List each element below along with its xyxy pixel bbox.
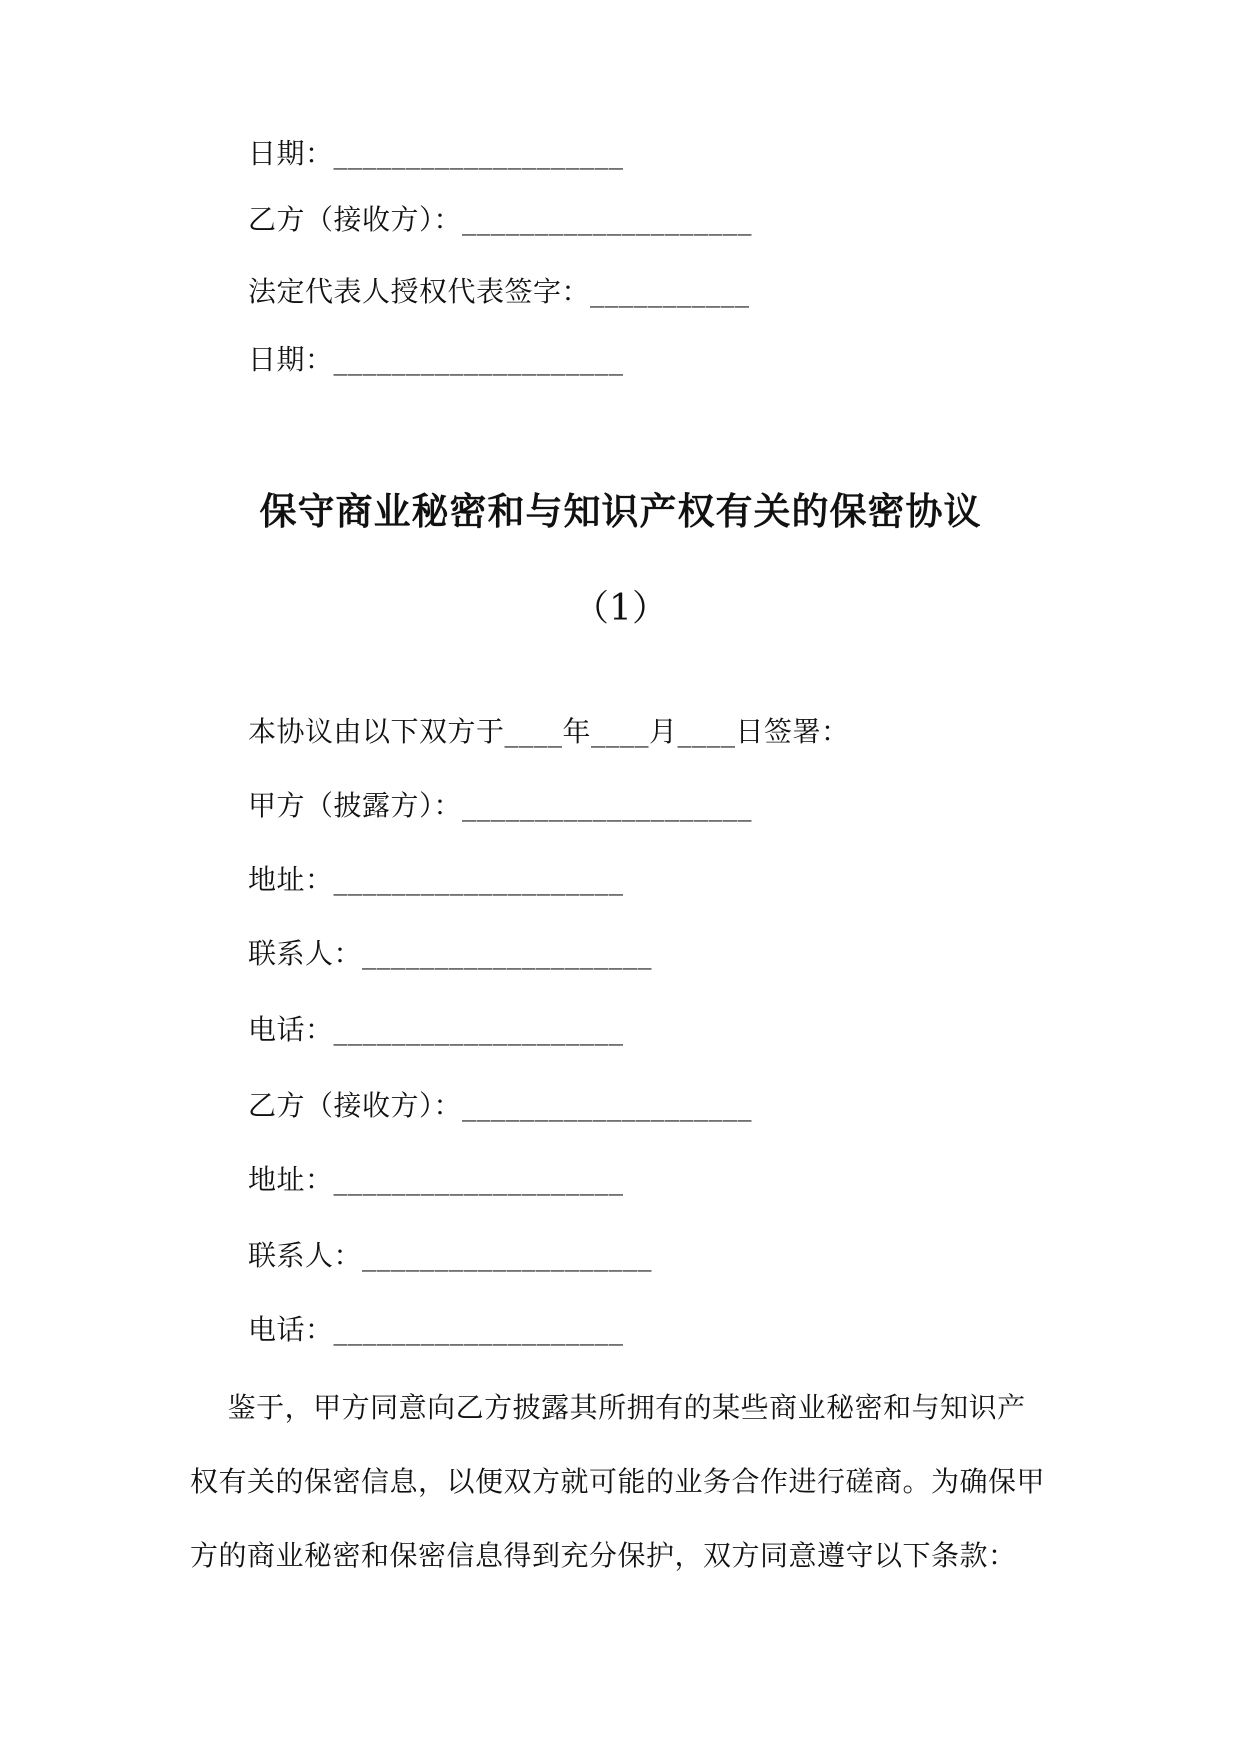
party-b-address-line: 地址：____________________ [248,1163,624,1196]
preamble-line: 鉴于，甲方同意向乙方披露其所拥有的某些商业秘密和与知识产 [190,1391,1026,1424]
legal-rep-signature-line: 法定代表人授权代表签字：___________ [248,275,750,308]
party-a-phone-line: 电话：____________________ [248,1013,624,1046]
party-b-name-line: 乙方（接收方）：____________________ [248,1089,753,1122]
party-a-address-line: 地址：____________________ [248,863,624,896]
party-b-phone-line: 电话：____________________ [248,1313,624,1346]
party-b-contact-line: 联系人：____________________ [248,1239,653,1272]
party-a-contact-line: 联系人：____________________ [248,937,653,970]
date-line-1: 日期：____________________ [248,137,624,170]
signing-date-line: 本协议由以下双方于____年____月____日签署： [248,715,850,748]
agreement-number: （1） [573,588,668,629]
preamble-line: 权有关的保密信息，以便双方就可能的业务合作进行磋商。为确保甲 [190,1465,1046,1498]
agreement-title: 保守商业秘密和与知识产权有关的保密协议 [259,489,982,533]
preamble-paragraph [190,1388,1070,1610]
party-b-signature-line: 乙方（接收方）：____________________ [248,203,753,236]
preamble-line: 方的商业秘密和保密信息得到充分保护，双方同意遵守以下条款： [190,1539,1017,1572]
date-line-2: 日期：____________________ [248,343,624,376]
party-a-name-line: 甲方（披露方）：____________________ [248,789,753,822]
